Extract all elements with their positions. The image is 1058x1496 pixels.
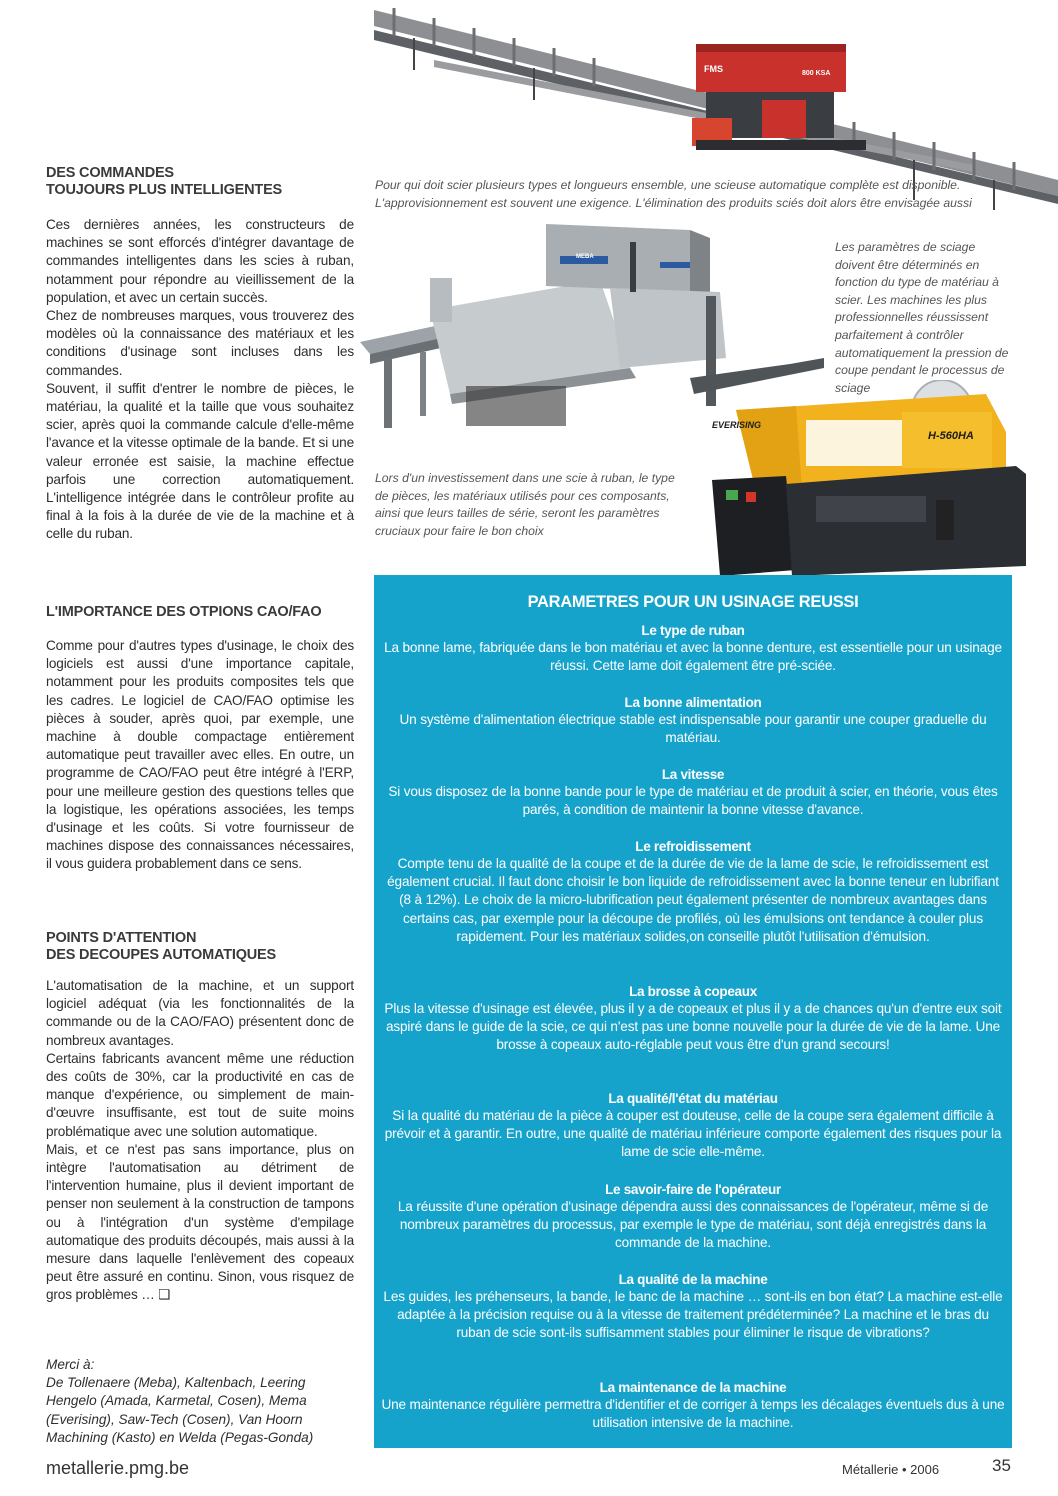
- box-item-text: Si la qualité du matériau de la pièce à couper est douteuse, celle de la coupe sera également difficile à prévoir et à garantir. En outre, une qualité de matériau inférieure comporte également des risques pour la lame de scie elle-même.: [384, 1108, 1002, 1160]
- machine-model-h560ha: H-560HA: [928, 430, 974, 442]
- caption-top: Pour qui doit scier plusieurs types et longueurs ensemble, une scieuse automatique complète est disponible. L'approvisionnement est souvent une exigence. L'élimination des produits sciés doit alors être envisagée aussi: [375, 178, 972, 210]
- footer-url[interactable]: metallerie.pmg.be: [46, 1458, 190, 1478]
- box-item-machine-quality: [380, 1271, 1006, 1343]
- footer-magazine: Métallerie • 2006: [842, 1462, 940, 1477]
- section-automatic-cutting-title-line2: DES DECOUPES AUTOMATIQUES: [46, 947, 276, 963]
- box-item-blade-type: [380, 622, 1006, 675]
- caption-middle: Lors d'un investissement dans une scie à ruban, le type de pièces, les matériaux utilisés pour ces composants, ainsi que leurs tailles de série, seront les paramètres cruciaux pour faire le bon choix: [375, 471, 675, 538]
- box-item-material-quality: [380, 1090, 1006, 1162]
- section-cad-cam: [46, 604, 354, 874]
- section-automatic-cutting-body: [46, 977, 354, 1305]
- section-smart-controls-body: [46, 216, 354, 544]
- parameters-box-title: PARAMETRES POUR UN USINAGE REUSSI: [527, 593, 859, 611]
- box-item-heading: Le type de ruban: [641, 623, 745, 638]
- image-everising-bandsaw: [696, 380, 1026, 576]
- machine-brand-everising: EVERISING: [712, 420, 762, 430]
- section-smart-controls: [46, 165, 354, 544]
- box-item-cooling: [380, 838, 1006, 946]
- paragraph: Certains fabricants avancent même une réduction des coûts de 30%, car la productivité en cas de manque d'expérience, ou simplement de main-d'œuvre insuffisante, est tout de suite moins problématique avec une solution automatique.: [46, 1050, 354, 1139]
- paragraph: Comme pour d'autres types d'usinage, le choix des logiciels est aussi d'une importance capitale, notamment pour les produits composites tels que les cadres. Le logiciel de CAO/FAO optimise les pièces à souder, après quoi, par exemple, une machine à double compactage entièrement automatique peut travailler avec elles. En outre, un programme de CAO/FAO peut être intégré à l'ERP, pour une meilleure gestion des questions telles que la logistique, les opérations associées, les temps d'usinage et les coûts. Si votre fournisseur de machines dispose des connaissances nécessaires, il vous guidera probablement dans ce sens.: [46, 638, 354, 872]
- section-smart-controls-title-line1: DES COMMANDES: [46, 165, 174, 181]
- paragraph: Chez de nombreuses marques, vous trouverez des modèles où la connaissance des matériaux et les conditions d'usinage sont incluses dans les commandes.: [46, 308, 354, 378]
- box-item-heading: La qualité/l'état du matériau: [608, 1091, 778, 1106]
- section-automatic-cutting: [46, 930, 354, 1305]
- section-cad-cam-title: L'IMPORTANCE DES OTPIONS CAO/FAO: [46, 604, 322, 620]
- box-item-text: La bonne lame, fabriquée dans le bon matériau et avec la bonne denture, est essentielle pour un usinage réussi. Cette lame doit également être pré-sciée.: [384, 640, 1002, 674]
- box-item-maintenance: [380, 1379, 1006, 1432]
- box-item-heading: Le savoir-faire de l'opérateur: [605, 1182, 781, 1197]
- box-item-chip-brush: [380, 983, 1006, 1055]
- box-item-text: Si vous disposez de la bonne bande pour le type de matériau et de produit à scier, en théorie, vous êtes parés, à condition de maintenir la bonne vitesse d'avance.: [388, 784, 998, 818]
- box-item-heading: La bonne alimentation: [624, 695, 762, 710]
- box-item-heading: La brosse à copeaux: [629, 984, 757, 999]
- box-item-text: Une maintenance régulière permettra d'identifier et de corriger à temps les décalages éventuels dus à une utilisation intensive de la machine.: [381, 1397, 1005, 1431]
- box-item-text: Plus la vitesse d'usinage est élevée, plus il y a de copeaux et plus il y a de chances qu'un d'entre eux soit aspiré dans le guide de la scie, ce qui n'est pas une bonne nouvelle pour la durée de vie de la lame. Une brosse à copeaux auto-réglable peut vous être d'un grand secours!: [384, 1001, 1002, 1053]
- section-automatic-cutting-title-line1: POINTS D'ATTENTION: [46, 930, 197, 946]
- box-item-heading: Le refroidissement: [635, 839, 751, 854]
- box-item-text: La réussite d'une opération d'usinage dépendra aussi des connaissances de l'opérateur, même si de nombreux paramètres du processus, par exemple le type de matériau, sont déjà enregistrés dans la commande de la machine.: [397, 1199, 989, 1251]
- box-item-speed: [380, 766, 1006, 819]
- caption-right: Les paramètres de sciage doivent être déterminés en fonction du type de matériau à scier. Les machines les plus professionnelles réussissent parfaitement à contrôler automatiquement la pression de coupe pendant le processus de sciage: [835, 240, 1009, 395]
- machine-brand-fms: FMS: [704, 64, 723, 74]
- box-item-text: Un système d'alimentation électrique stable est indispensable pour garantir une couper graduelle du matériau.: [399, 712, 987, 746]
- machine-model-ksa: 800 KSA: [802, 70, 831, 77]
- box-item-text: Compte tenu de la qualité de la coupe et de la durée de vie de la lame de scie, le refroidissement est également crucial. Il faut donc choisir le bon liquide de refroidissement avec la bonne teneur en lubrifiant (8 à 12%). Le choix de la micro-lubrification peut également présenter de nombreux avantages dans certains cas, par exemple pour la découpe de profilés, où les émulsions ont tendance à couler plus rapidement. Pour les matériaux solides,on conseille plutôt l'utilisation d'émulsion.: [387, 856, 999, 944]
- everising-bandsaw-illustration: [696, 380, 1026, 576]
- parameters-box: [374, 575, 1012, 1448]
- box-item-heading: La maintenance de la machine: [599, 1380, 787, 1395]
- box-item-operator-skill: [380, 1181, 1006, 1253]
- paragraph: L'automatisation de la machine, et un support logiciel adéquat (via les fonctionnalités de la commande ou de la CAO/FAO) présentent donc de nombreux avantages.: [46, 978, 354, 1048]
- box-item-power-supply: [380, 694, 1006, 747]
- section-smart-controls-title-line2: TOUJOURS PLUS INTELLIGENTES: [46, 182, 283, 198]
- page-number: 35: [992, 1456, 1011, 1475]
- box-item-heading: La qualité de la machine: [618, 1272, 768, 1287]
- box-item-text: Les guides, les préhenseurs, la bande, le banc de la machine … sont-ils en bon état? La machine est-elle adaptée à la précision requise ou à la vitesse de traitement prédéterminée? La machine et le bras du ruban de scie sont-ils suffisamment stables pour éliminer le risque de vibrations?: [383, 1289, 1003, 1341]
- acknowledgements-title: Merci à:: [46, 1357, 95, 1372]
- machine-brand-meba: MEBA: [576, 254, 594, 260]
- section-cad-cam-body: [46, 637, 354, 874]
- paragraph: Mais, et ce n'est pas sans importance, plus on intègre l'automatisation au détriment de l'intervention humaine, plus il devient important de penser non seulement à la construction de tampons ou à l'intégration d'un système d'empilage automatique des produits découpés, mais aussi à la mesure dans laquelle l'enlèvement des copeaux peut être assuré en continu. Sinon, vous risquez de gros problèmes … ❑: [46, 1141, 354, 1303]
- paragraph: Souvent, il suffit d'entrer le nombre de pièces, le matériau, la qualité et la taille que vous souhaitez scier, après quoi la commande calcule d'elle-même l'avance et la vitesse optimale de la bande. Et si une valeur erronée est saisie, la machine effectue parfois une correction automatiquement. L'intelligence intégrée dans le contrôleur profite au final à la fois à la durée de vie de la machine et à celle du ruban.: [46, 380, 354, 542]
- box-item-heading: La vitesse: [661, 767, 725, 782]
- paragraph: Ces dernières années, les constructeurs de machines se sont efforcés d'intégrer davantage de commandes intelligentes dans les scies à ruban, notamment pour répondre au vieillissement de la population, et avec un certain succès.: [46, 217, 354, 305]
- acknowledgements-text: De Tollenaere (Meba), Kaltenbach, Leering Hengelo (Amada, Karmetal, Cosen), Mema (Everising), Saw-Tech (Cosen), Van Hoorn Machining (Kasto) en Welda (Pegas-Gonda): [46, 1375, 314, 1445]
- acknowledgements: [46, 1356, 354, 1447]
